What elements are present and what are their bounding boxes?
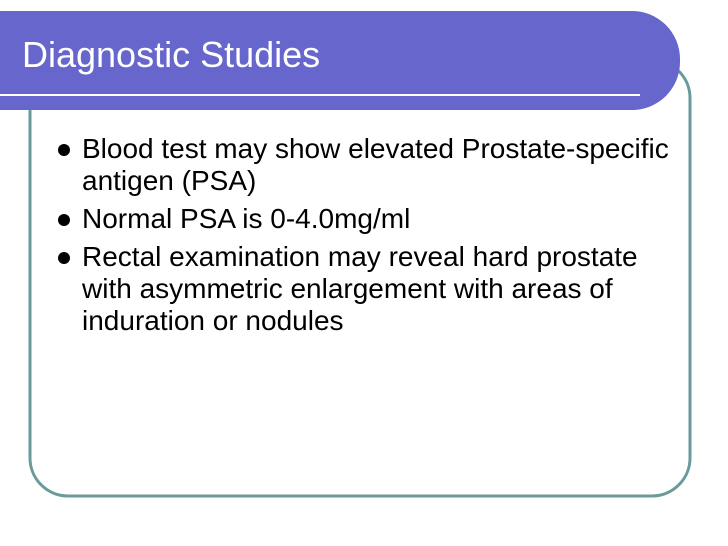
bullet-dot-icon xyxy=(58,144,70,156)
bullet-item xyxy=(52,203,672,235)
bullet-text: Normal PSA is 0-4.0mg/ml xyxy=(82,203,411,234)
bullet-dot-icon xyxy=(58,214,70,226)
bullet-item xyxy=(52,133,672,197)
bullet-item xyxy=(52,241,672,337)
bullet-text: Blood test may show elevated Prostate-specific antigen (PSA) xyxy=(82,133,669,196)
bullet-text: Rectal examination may reveal hard prostate with asymmetric enlargement with areas of induration or nodules xyxy=(82,241,638,336)
bullet-list xyxy=(52,133,672,343)
bullet-dot-icon xyxy=(58,252,70,264)
slide-title: Diagnostic Studies xyxy=(22,34,321,75)
